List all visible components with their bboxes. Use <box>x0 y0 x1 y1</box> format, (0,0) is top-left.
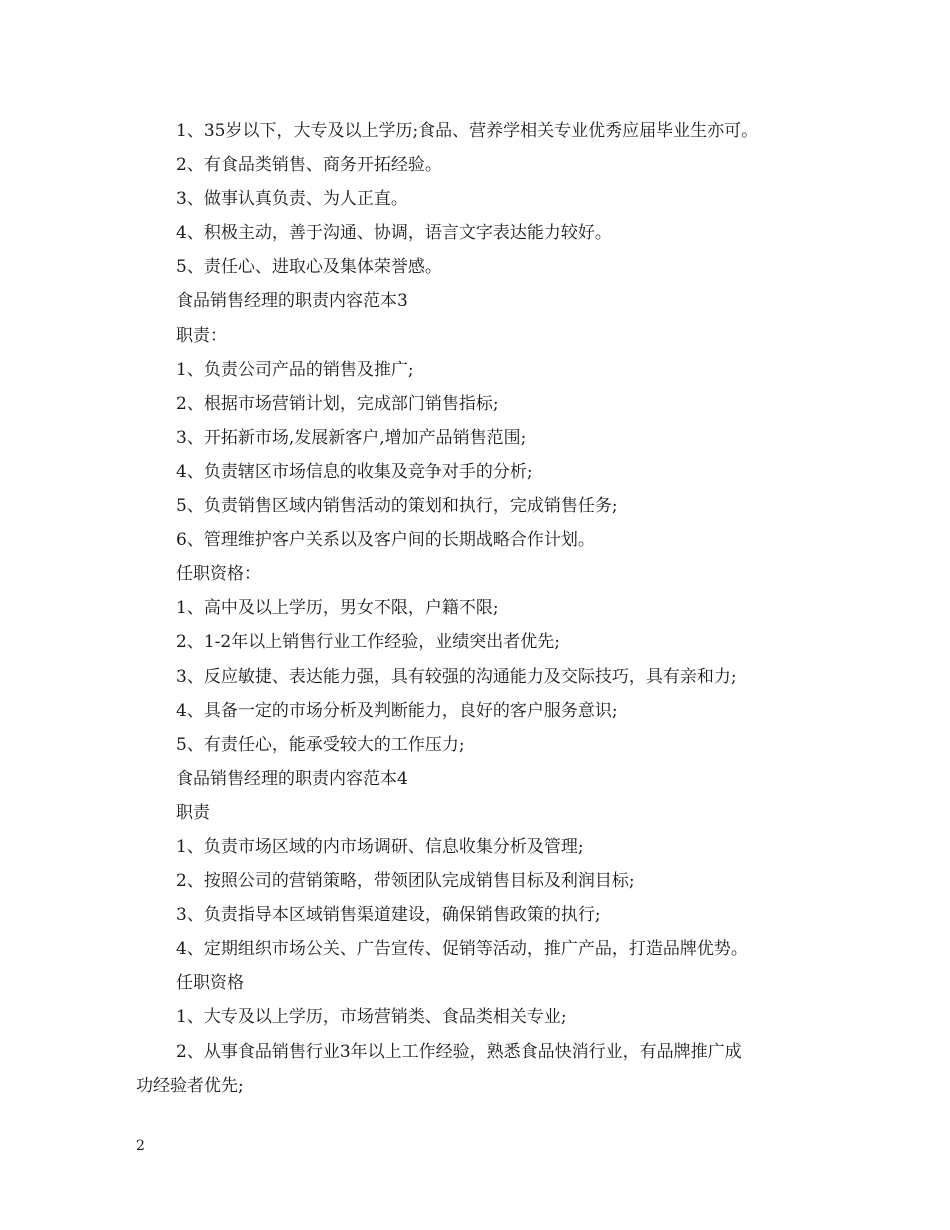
list-item: 5、责任心、进取心及集体荣誉感。 <box>176 257 442 278</box>
list-item: 6、管理维护客户关系以及客户间的长期战略合作计划。 <box>176 530 595 551</box>
list-item: 1、负责市场区域的内市场调研、信息收集分析及管理; <box>176 836 584 857</box>
list-item: 4、积极主动，善于沟通、协调，语言文字表达能力较好。 <box>176 223 612 244</box>
list-item: 3、做事认真负责、为人正直。 <box>176 189 408 210</box>
list-item: 1、负责公司产品的销售及推广; <box>176 359 414 380</box>
page-number: 2 <box>136 1138 145 1154</box>
list-item: 1、高中及以上学历，男女不限，户籍不限; <box>176 598 499 619</box>
list-item: 4、负责辖区市场信息的收集及竞争对手的分析; <box>176 461 533 482</box>
list-item: 1、大专及以上学历，市场营销类、食品类相关专业; <box>176 1007 567 1028</box>
subsection-heading: 职责： <box>176 325 227 346</box>
list-item: 2、按照公司的营销策略，带领团队完成销售目标及利润目标; <box>176 871 635 892</box>
document-body <box>136 114 826 1103</box>
subsection-heading: 任职资格： <box>176 564 261 585</box>
subsection-heading: 职责 <box>176 802 210 823</box>
list-item: 5、有责任心，能承受较大的工作压力; <box>176 734 465 755</box>
list-item: 4、具备一定的市场分析及判断能力，良好的客户服务意识; <box>176 700 618 721</box>
list-item: 4、定期组织市场公关、广告宣传、促销等活动，推广产品，打造品牌优势。 <box>176 939 748 960</box>
section-title: 食品销售经理的职责内容范本3 <box>176 291 408 312</box>
list-item: 1、35岁以下，大专及以上学历;食品、营养学相关专业优秀应届毕业生亦可。 <box>176 121 759 141</box>
list-item: 3、反应敏捷、表达能力强，具有较强的沟通能力及交际技巧，具有亲和力; <box>176 666 737 687</box>
subsection-heading: 任职资格 <box>176 973 244 994</box>
list-item: 3、负责指导本区域销售渠道建设，确保销售政策的执行; <box>176 905 601 926</box>
list-item: 2、根据市场营销计划，完成部门销售指标; <box>176 393 499 414</box>
list-item: 2、从事食品销售行业3年以上工作经验，熟悉食品快消行业，有品牌推广成 <box>176 1041 742 1062</box>
list-item: 2、有食品类销售、商务开拓经验。 <box>176 155 442 176</box>
list-item-continuation: 功经验者优先; <box>136 1075 244 1096</box>
list-item: 3、开拓新市场,发展新客户,增加产品销售范围; <box>176 427 527 448</box>
section-title: 食品销售经理的职责内容范本4 <box>176 768 408 789</box>
list-item: 5、负责销售区域内销售活动的策划和执行，完成销售任务; <box>176 496 618 517</box>
list-item: 2、1-2年以上销售行业工作经验，业绩突出者优先; <box>176 632 560 653</box>
